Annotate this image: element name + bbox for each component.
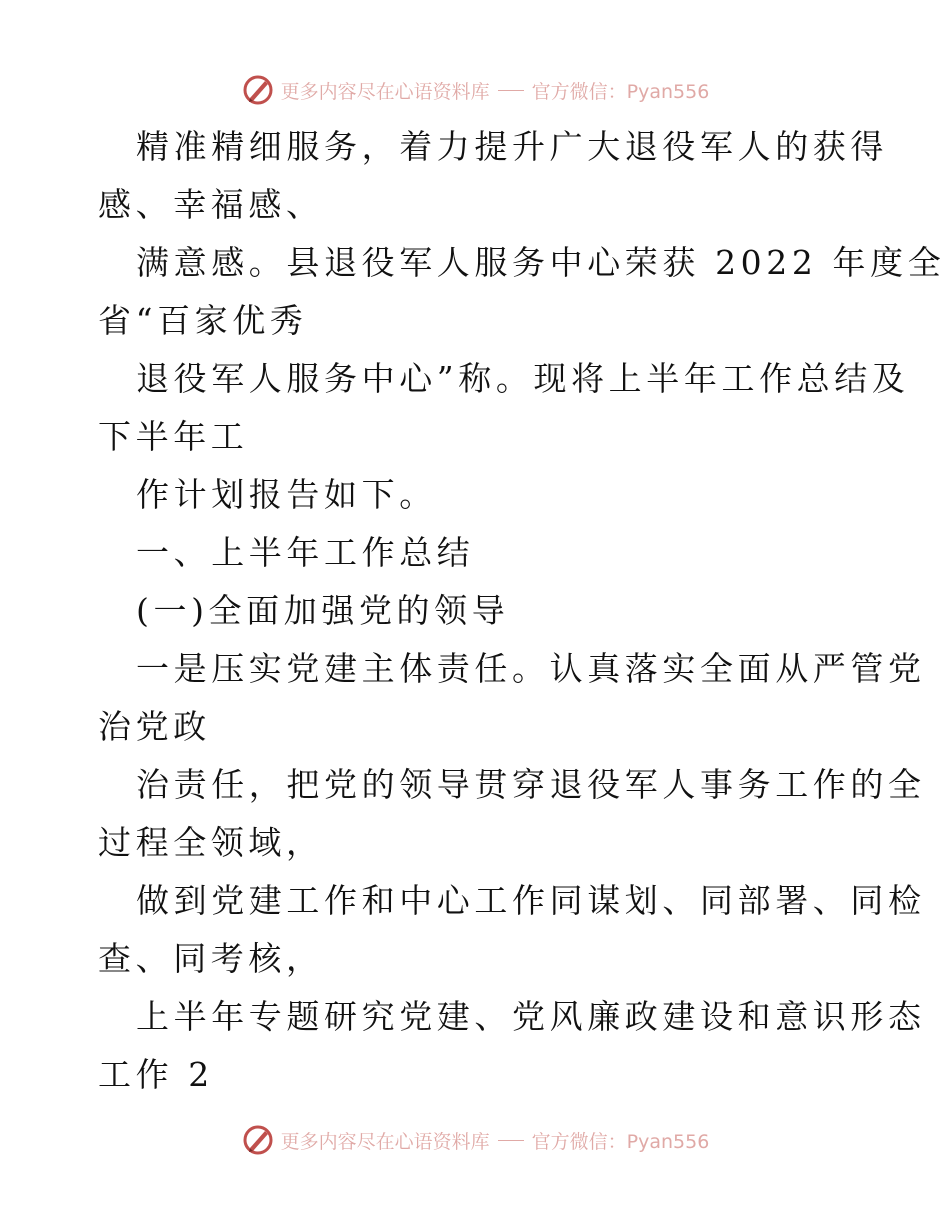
pen-logo-icon (241, 73, 275, 107)
paragraph-line: 一是压实党建主体责任。认真落实全面从严管党 (136, 649, 926, 688)
watermark-text: 更多内容尽在心语资料库 (280, 1130, 490, 1153)
watermark-contact: 官方微信：Pyan556 (531, 80, 710, 103)
watermark-dash (498, 1140, 524, 1141)
header-watermark (0, 70, 950, 110)
paragraph-line: 过程全领域， (98, 823, 324, 862)
watermark-dash (498, 90, 524, 91)
paragraph-line: 感、幸福感、 (98, 185, 324, 224)
section-heading: 一、上半年工作总结 (136, 533, 475, 572)
paragraph-line: 退役军人服务中心”称。现将上半年工作总结及 (136, 359, 910, 398)
paragraph-line: 作计划报告如下。 (136, 475, 437, 514)
paragraph-line: 省“百家优秀 (98, 301, 308, 340)
paragraph-line: 治党政 (98, 707, 211, 746)
paragraph-line: 工作 2 (98, 1055, 214, 1094)
subsection-heading: (一)全面加强党的领导 (136, 591, 510, 630)
pen-logo-icon (241, 1123, 275, 1157)
watermark-contact: 官方微信：Pyan556 (531, 1130, 710, 1153)
paragraph-line: 查、同考核， (98, 939, 324, 978)
document-body (98, 118, 946, 1104)
paragraph-line: 做到党建工作和中心工作同谋划、同部署、同检 (136, 881, 926, 920)
paragraph-line: 下半年工 (98, 417, 249, 456)
paragraph-line: 满意感。县退役军人服务中心荣获 2022 年度全 (136, 243, 946, 282)
paragraph-line: 上半年专题研究党建、党风廉政建设和意识形态 (136, 997, 926, 1036)
paragraph-line: 精准精细服务，着力提升广大退役军人的获得 (136, 127, 888, 166)
watermark-text: 更多内容尽在心语资料库 (280, 80, 490, 103)
footer-watermark (0, 1120, 950, 1160)
paragraph-line: 治责任，把党的领导贯穿退役军人事务工作的全 (136, 765, 926, 804)
